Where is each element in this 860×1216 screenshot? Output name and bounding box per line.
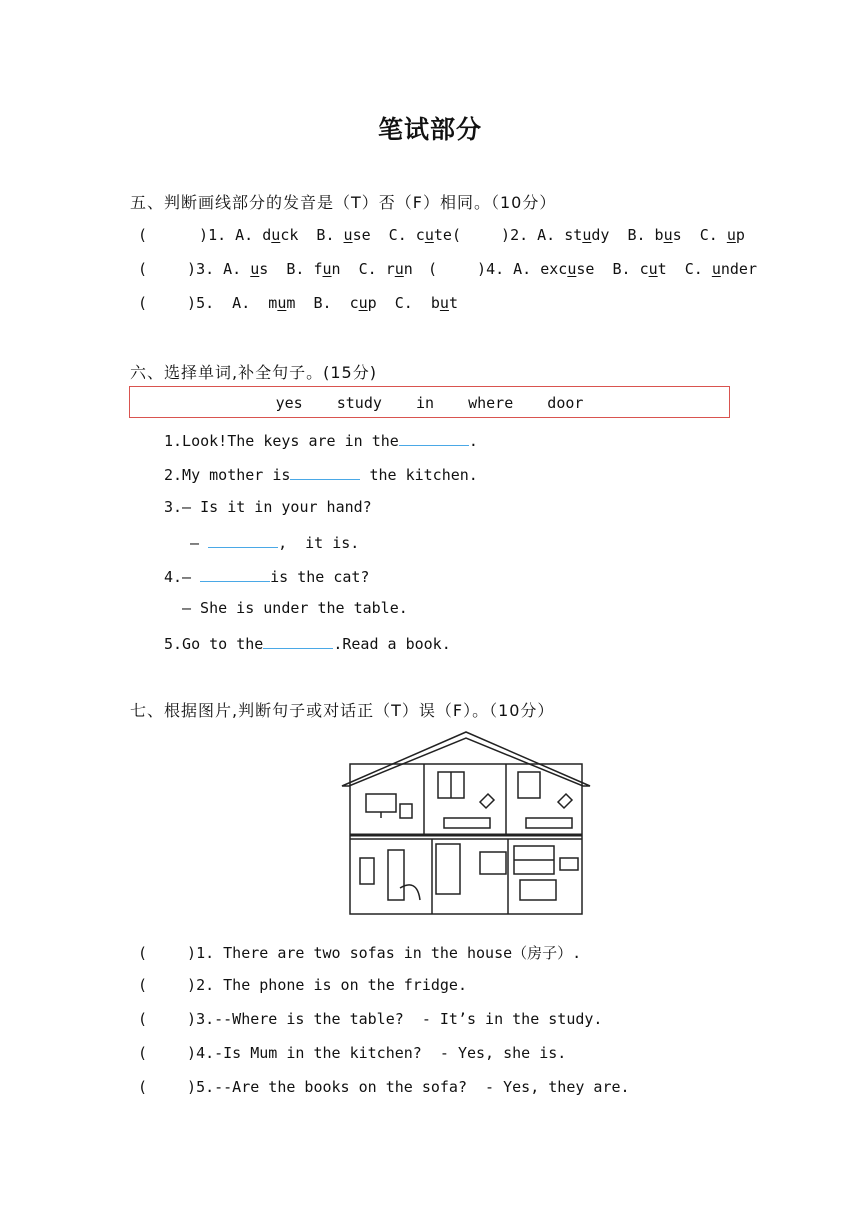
sentence-text: . [468, 432, 478, 450]
word-part: n [403, 260, 413, 278]
statement-text: 3.--Where is the table? - It’s in the study. [196, 1010, 603, 1028]
item-label: 1. A. [208, 226, 263, 244]
option-label: C. c [370, 226, 425, 244]
s6-q3-answer [190, 532, 359, 552]
sentence-text: 2.My mother is [164, 466, 291, 484]
word-part: dy [591, 226, 610, 244]
s6-q3: 3.— Is it in your hand? [164, 498, 372, 516]
page-title: 笔试部分 [377, 115, 482, 144]
item-label: 2. A. st [510, 226, 583, 244]
word-part: d [262, 226, 272, 244]
statement-text: 4.-Is Mum in the kitchen? - Yes, she is. [196, 1044, 567, 1062]
paren-close: ) [187, 1010, 197, 1028]
paren-close: ) [477, 260, 487, 278]
paren-open: ( [138, 944, 148, 962]
section6-heading: 六、选择单词,补全句子。(15分) [130, 363, 377, 382]
word-part: m [286, 294, 296, 312]
paren-open: ( [138, 976, 148, 994]
sentence-text: the kitchen. [360, 466, 478, 484]
answer-blank[interactable] [290, 464, 360, 480]
underlined-letter: u [322, 260, 332, 278]
item-label: 3. A. [196, 260, 251, 278]
s7-item [138, 976, 467, 994]
underlined-letter: u [648, 260, 658, 278]
section7-heading: 七、根据图片,判断句子或对话正（T）误（F）。（10分） [130, 701, 555, 720]
answer-blank[interactable] [263, 633, 333, 649]
underlined-letter: u [711, 260, 721, 278]
underlined-letter: u [271, 226, 281, 244]
underlined-letter: u [358, 294, 368, 312]
answer-blank[interactable] [200, 566, 270, 582]
s7-item [138, 1078, 630, 1096]
option-label: B. b [609, 226, 664, 244]
underlined-letter: u [439, 294, 449, 312]
s5-row2 [138, 260, 413, 278]
option-label: C. [666, 260, 712, 278]
word-bank-box [129, 386, 730, 418]
paren-close: ) [187, 260, 197, 278]
word-part: n [331, 260, 341, 278]
s5-row2-b [428, 260, 757, 278]
sentence-text: 4.— [164, 568, 192, 586]
sentence-text: , it is. [278, 534, 360, 552]
word-part: s [672, 226, 682, 244]
word-part: p [735, 226, 745, 244]
paren-open: ( [452, 226, 462, 244]
underlined-letter: u [343, 226, 353, 244]
house-illustration [340, 728, 592, 918]
s7-item [138, 1010, 602, 1028]
underlined-letter: u [726, 226, 736, 244]
paren-open: ( [138, 226, 148, 244]
word-part: t [657, 260, 667, 278]
statement-text: 1. There are two sofas in the house（房子）. [196, 944, 582, 962]
word-part: se [576, 260, 595, 278]
word-part: nder [720, 260, 757, 278]
option-label: B. f [268, 260, 323, 278]
paren-close: ) [187, 1078, 197, 1096]
s6-q2 [164, 464, 478, 484]
word-part: te [433, 226, 452, 244]
option-label: C. r [340, 260, 395, 278]
underlined-letter: u [277, 294, 287, 312]
sentence-text: .Read a book. [333, 635, 451, 653]
option-label: B. c [594, 260, 649, 278]
paren-close: ) [199, 226, 209, 244]
section5-heading: 五、判断画线部分的发音是（T）否（F）相同。（10分） [130, 193, 557, 212]
paren-close: ) [187, 294, 197, 312]
sentence-text: 1.Look!The keys are in the [164, 432, 399, 450]
s6-q4 [164, 566, 369, 586]
statement-text: 2. The phone is on the fridge. [196, 976, 467, 994]
word-part: t [448, 294, 458, 312]
paren-open: ( [138, 1044, 148, 1062]
sentence-text: 5.Go to the [164, 635, 264, 653]
paren-close: ) [187, 944, 197, 962]
word-part: se [352, 226, 371, 244]
s5-row3 [138, 294, 458, 312]
item-label: 4. A. exc [486, 260, 568, 278]
answer-blank[interactable] [208, 532, 278, 548]
option-label: B. [298, 226, 344, 244]
s5-row1 [138, 226, 452, 244]
underlined-letter: u [394, 260, 404, 278]
underlined-letter: u [663, 226, 673, 244]
underlined-letter: u [250, 260, 260, 278]
paren-open: ( [138, 260, 148, 278]
s6-q4-answer: — She is under the table. [182, 599, 408, 617]
answer-blank[interactable] [399, 430, 469, 446]
option-label: C. [681, 226, 727, 244]
dash: — [190, 534, 200, 552]
underlined-letter: u [582, 226, 592, 244]
paren-open: ( [428, 260, 438, 278]
statement-text: 5.--Are the books on the sofa? - Yes, they are. [196, 1078, 630, 1096]
paren-open: ( [138, 1010, 148, 1028]
s7-item [138, 942, 581, 963]
item-label: 5. A. m [196, 294, 278, 312]
s7-item [138, 1044, 566, 1062]
option-label: C. b [376, 294, 440, 312]
word-part: s [259, 260, 269, 278]
word-part: p [367, 294, 377, 312]
option-label: B. c [295, 294, 359, 312]
underlined-letter: u [567, 260, 577, 278]
paren-close: ) [187, 976, 197, 994]
paren-close: ) [187, 1044, 197, 1062]
paren-close: ) [501, 226, 511, 244]
paren-open: ( [138, 294, 148, 312]
underlined-letter: u [424, 226, 434, 244]
word-bank: yes study in where door [275, 394, 584, 412]
s6-q5 [164, 633, 451, 653]
paren-open: ( [138, 1078, 148, 1096]
s6-q1 [164, 430, 478, 450]
sentence-text: is the cat? [270, 568, 370, 586]
word-part: ck [280, 226, 299, 244]
s5-row1-b [452, 226, 745, 244]
